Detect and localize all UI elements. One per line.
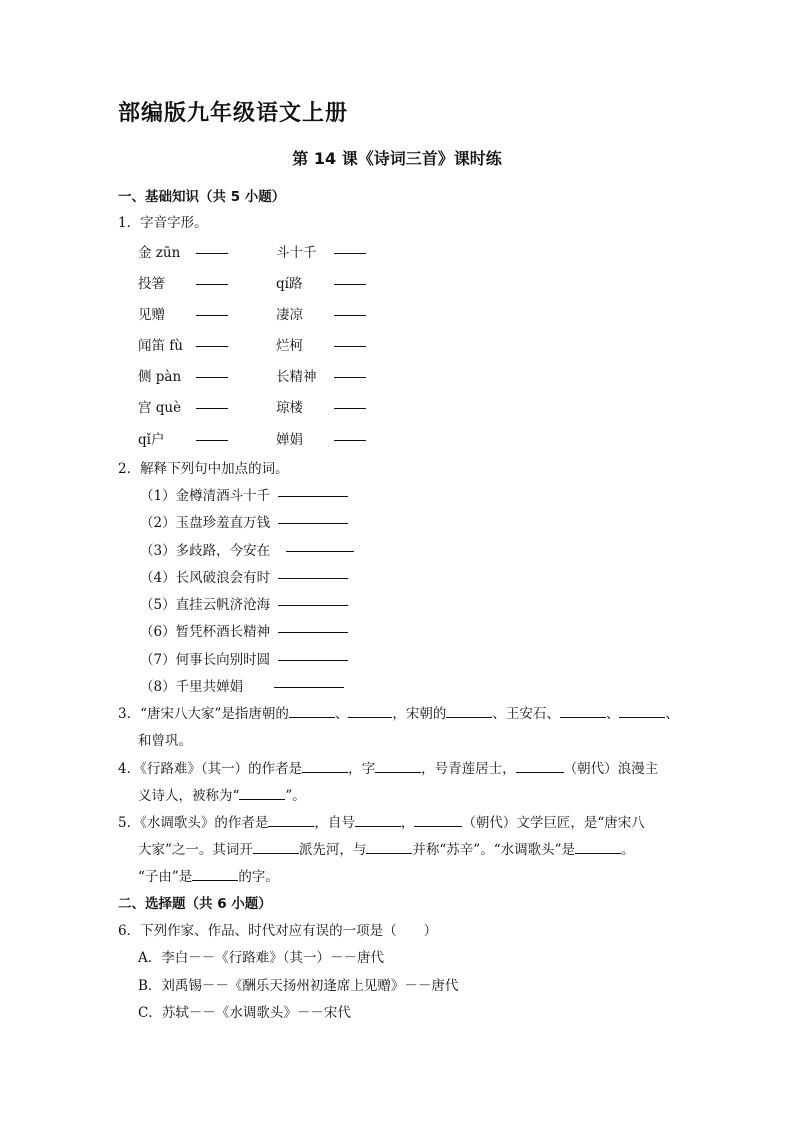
answer-blank[interactable] bbox=[196, 303, 228, 320]
answer-blank[interactable] bbox=[414, 814, 462, 827]
answer-blank[interactable] bbox=[274, 675, 344, 692]
answer-blank[interactable] bbox=[302, 760, 348, 773]
q1-right-item: 烂柯 bbox=[276, 338, 303, 354]
answer-blank[interactable] bbox=[196, 334, 228, 351]
answer-blank[interactable] bbox=[560, 705, 606, 718]
question-2-stem: 2．解释下列句中加点的词。 bbox=[118, 461, 289, 477]
section-choice-heading: 二、选择题（共 6 小题） bbox=[118, 896, 272, 912]
q6-option-b[interactable]: B．刘禹锡－－《酬乐天扬州初逢席上见赠》－－唐代 bbox=[138, 978, 459, 994]
answer-blank[interactable] bbox=[196, 428, 228, 445]
q1-right-item: 婵娟 bbox=[276, 432, 303, 448]
q1-right-item: 琼楼 bbox=[276, 400, 303, 416]
q1-left-item: 金 zūn bbox=[138, 245, 181, 261]
answer-blank[interactable] bbox=[196, 272, 228, 289]
question-5-line-3: “子由”是 的字。 bbox=[138, 869, 279, 885]
q2-item: （6）暂凭杯酒长精神 bbox=[140, 624, 271, 640]
q6-option-a[interactable]: A．李白－－《行路难》（其一）－－唐代 bbox=[138, 950, 384, 966]
answer-blank[interactable] bbox=[278, 484, 348, 501]
answer-blank[interactable] bbox=[366, 841, 412, 854]
q1-right-item: 斗十千 bbox=[276, 245, 317, 261]
answer-blank[interactable] bbox=[575, 841, 621, 854]
question-4-continued: 义诗人，被称为“ ”。 bbox=[138, 788, 306, 804]
answer-blank[interactable] bbox=[516, 760, 564, 773]
q1-left-item: 投箸 bbox=[138, 276, 165, 292]
answer-blank[interactable] bbox=[334, 396, 366, 413]
answer-blank[interactable] bbox=[268, 814, 314, 827]
answer-blank[interactable] bbox=[334, 334, 366, 351]
q2-item: （7）何事长向别时圆 bbox=[140, 652, 271, 668]
answer-blank[interactable] bbox=[192, 868, 238, 881]
answer-blank[interactable] bbox=[334, 303, 366, 320]
answer-blank[interactable] bbox=[334, 241, 366, 258]
answer-blank[interactable] bbox=[334, 428, 366, 445]
answer-blank[interactable] bbox=[334, 365, 366, 382]
section-basic-knowledge-heading: 一、基础知识（共 5 小题） bbox=[118, 189, 286, 205]
question-4: 4．《行路难》（其一）的作者是 ，字 ，号青莲居士， （朝代）浪漫主 bbox=[118, 761, 659, 777]
answer-blank[interactable] bbox=[196, 396, 228, 413]
q1-right-item: 凄凉 bbox=[276, 307, 303, 323]
q2-item: （2）玉盘珍羞直万钱 bbox=[140, 515, 271, 531]
answer-blank[interactable] bbox=[196, 241, 228, 258]
answer-blank[interactable] bbox=[289, 705, 335, 718]
q2-item: （8）千里共婵娟 bbox=[140, 679, 244, 695]
answer-blank[interactable] bbox=[278, 511, 348, 528]
question-1-stem: 1．字音字形。 bbox=[118, 215, 208, 231]
answer-blank[interactable] bbox=[196, 365, 228, 382]
answer-blank[interactable] bbox=[334, 272, 366, 289]
question-5-line-2: 大家”之一。其词开 派先河，与 并称“苏辛”。“水调歌头”是 。 bbox=[138, 842, 635, 858]
answer-blank[interactable] bbox=[239, 787, 285, 800]
q1-left-item: 宫 què bbox=[138, 400, 182, 416]
q1-right-item: 长精神 bbox=[276, 369, 317, 385]
q2-item: （1）金樽清酒斗十千 bbox=[140, 488, 271, 504]
answer-blank[interactable] bbox=[355, 814, 401, 827]
answer-blank[interactable] bbox=[278, 620, 348, 637]
answer-blank[interactable] bbox=[278, 593, 348, 610]
answer-blank[interactable] bbox=[286, 539, 354, 556]
q2-item: （3）多歧路，今安在 bbox=[140, 543, 271, 559]
answer-blank[interactable] bbox=[375, 760, 421, 773]
q2-item: （4）长风破浪会有时 bbox=[140, 570, 271, 586]
question-5: 5．《水调歌头》的作者是 ，自号 ， （朝代）文学巨匠，是“唐宋八 bbox=[118, 815, 645, 831]
question-3: 3．“唐宋八大家”是指唐朝的 、 ，宋朝的 、王安石、 、 、 bbox=[118, 706, 679, 722]
q2-item: （5）直挂云帆济沧海 bbox=[140, 597, 271, 613]
answer-blank[interactable] bbox=[253, 841, 299, 854]
question-6-stem: 6．下列作家、作品、时代对应有误的一项是（ ） bbox=[118, 923, 438, 939]
q1-left-item: 闻笛 fù bbox=[138, 338, 183, 354]
lesson-title: 第 14 课《诗词三首》课时练 bbox=[292, 149, 502, 168]
answer-blank[interactable] bbox=[619, 705, 665, 718]
q1-left-item: qǐ户 bbox=[138, 432, 165, 448]
q1-right-item: qí路 bbox=[276, 276, 303, 292]
answer-blank[interactable] bbox=[278, 648, 348, 665]
answer-blank[interactable] bbox=[348, 705, 392, 718]
answer-blank[interactable] bbox=[278, 566, 348, 583]
question-3-continued: 和曾巩。 bbox=[138, 733, 192, 749]
document-title: 部编版九年级语文上册 bbox=[118, 101, 349, 126]
q1-left-item: 见赠 bbox=[138, 307, 165, 323]
q1-left-item: 侧 pàn bbox=[138, 369, 182, 385]
q6-option-c[interactable]: C．苏轼－－《水调歌头》－－宋代 bbox=[138, 1005, 351, 1021]
answer-blank[interactable] bbox=[446, 705, 492, 718]
